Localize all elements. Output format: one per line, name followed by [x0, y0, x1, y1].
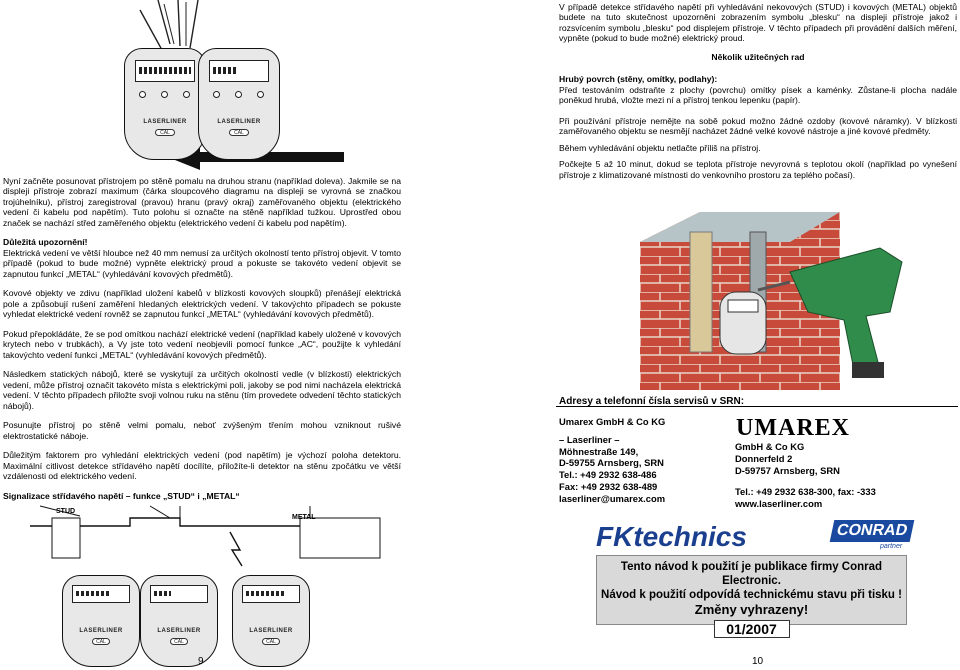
page-number-left: 9	[198, 656, 204, 667]
paragraph-scan: Nyní začněte posunovat přístrojem po stěně pomalu na druhou stranu (například doleva). Jakmile se na displeji přístroje zobrazí maximum (čárka sloupcového diagramu na displeji se vyrovná se značkou trojúhelníku), přístroj zaregistroval (pravou) hranu (pravý okraj) zaměřovaného objektu (elektrického vedení či kabelu pod napětím). Tuto polohu si označte na stěně například tužkou. Uprostřed obou značek se nachází střed zaměřeného objektu (elektrického vedení či kabelu pod napětím).	[3, 176, 401, 228]
paragraph-jewelry: Při používání přístroje nemějte na sobě pokud možno žádné ozdoby (kovové náramky). V blízkosti zaměřovaného objektu se nesmějí nacházet žádné velké kovové nástroje a jiné kovové předměty.	[559, 115, 957, 137]
laserliner-line: Möhnestraße 149,	[559, 445, 639, 457]
device-brand: LASERLINER	[217, 119, 261, 125]
laserliner-line: Fax: +49 2932 638-489	[559, 480, 658, 492]
rough-surface-heading: Hrubý povrch (stěny, omítky, podlahy):	[559, 74, 718, 85]
page-number-right: 10	[752, 656, 764, 667]
umarex-contact	[735, 441, 876, 510]
address-heading-wrap	[559, 396, 744, 409]
paragraph-voltage-warning: V případě detekce střídavého napětí při vyhledávání nekovových (STUD) i kovových (METAL) objektů budete na tuto skutečnost upozorněni zobrazením symbolu „blesku“ na displeji přístroje jakož i rozsvícením symbolu „blesku“ pod displejem přístroje. V těchto případech při provádění dalších měření, vypněte (pokud to bude možné) elektrický proud.	[559, 2, 957, 44]
left-text-column	[3, 176, 401, 510]
umarex-line: Tel.: +49 2932 638-300, fax: -333	[735, 486, 876, 498]
laserliner-line: – Laserliner –	[559, 433, 620, 445]
cal-button: CAL	[170, 638, 188, 645]
stud-label: STUD	[56, 508, 76, 515]
brick-wall-drawing	[640, 202, 910, 390]
notice-line: Tento návod k použití je publikace firmy Conrad Electronic.	[620, 561, 883, 588]
conrad-partner-label: partner	[880, 543, 903, 550]
device-right-top	[198, 48, 280, 160]
paragraph-static: Následkem statických nábojů, které se vyskytují za určitých okolností vedle (v blízkosti) elektrických vedení, může přístroj označit takovéto místa s elektrickými poli, jakoby se pod nimi nacházela elektrická vedení. V těchto případech přiložte svoji volnou ruku na stěnu (tím provedete odvedení těchto statických nábojů).	[3, 369, 401, 411]
device-bottom-right	[232, 575, 310, 667]
umarex-logo: UMAREX	[736, 415, 850, 441]
conrad-logo: CONRAD	[830, 520, 915, 542]
laserliner-contact	[559, 416, 665, 504]
umarex-company-name: Umarex GmbH & Co KG	[559, 416, 666, 427]
metal-label: METAL	[292, 514, 316, 521]
laserliner-line: Tel.: +49 2932 638-486	[559, 469, 657, 480]
notice-line: Změny vyhrazeny!	[694, 602, 809, 618]
device-left-top	[124, 48, 206, 160]
paragraph-rough-surface: Před testováním odstraňte z plochy (povrchu) omítky písek a kaménky. Zůstane-li plocha nadále poněkud hrubá, vložte mezi ní a přístroj tenkou lepenku (papír).	[559, 84, 957, 106]
umarex-line: GmbH & Co KG	[735, 441, 805, 452]
notice-line: Návod k použití odpovídá technickému stavu při tisku !	[601, 589, 902, 602]
device-brand: LASERLINER	[143, 119, 187, 125]
wall-drill-illustration	[640, 202, 910, 390]
paragraph-slow: Posunujte přístroj po stěně velmi pomalu, neboť zvýšeným třením mohou vzniknout rušivé elektrostatické náboje.	[3, 420, 401, 441]
paragraph-metal-objects: Kovové objekty ve zdivu (například uložení kabelů v blízkosti kovových sloupků) přenášejí elektrická pole a způsobují rušení zaměření hledaných elektrických vedení. V takovýchto případech se pokuste vyhledat elektrické vedení rovněž se zapnutou funkcí „METAL“ (vyhledávání kovových předmětů).	[3, 288, 401, 320]
device-brand: LASERLINER	[79, 628, 123, 634]
warning-heading: Důležitá upozornění!	[3, 237, 88, 248]
device-bottom-mid	[140, 575, 218, 667]
paragraph-pressure: Během vyhledávání objektu netlačte příliš na přístroj.	[559, 142, 761, 153]
device-bottom-left	[62, 575, 140, 667]
paragraph-depth: Elektrická vedení ve větší hloubce než 40 mm nemusí za určitých okolností tento přístroj objevit. V tomto případě (pokud to bude možné) vypněte elektrický proud a pokuste se takovéto vedení objevit se zapnutou funkcí „METAL“ (vyhledávání kovových předmětů).	[3, 247, 401, 279]
cal-button: CAL	[229, 129, 248, 136]
laserliner-line: laserliner@umarex.com	[559, 492, 666, 504]
umarex-line: D-59757 Arnsberg, SRN	[735, 464, 840, 476]
signal-heading: Signalizace střídavého napětí – funkce „STUD“ i „METAL“	[3, 490, 240, 501]
umarex-line: www.laserliner.com	[735, 498, 823, 509]
conrad-notice	[596, 555, 907, 637]
cal-button: CAL	[155, 129, 174, 136]
tips-heading: Několik užitečných rad	[711, 51, 805, 62]
right-text-column	[559, 2, 957, 188]
fk-technics-logo: FKtechnics	[596, 521, 747, 552]
cal-button: CAL	[92, 638, 110, 645]
paragraph-covered-cables: Pokud přepokládáte, že se pod omítkou nachází elektrické vedení (například kabely uložené v kovových krytech nebo v trubkách), a Vy jste toto vedení neobjevili pomocí funkce „AC“, použijte k vyhledání takovýchto vedení funkci „METAL“ (vyhledávání kovových předmětů).	[3, 328, 401, 360]
address-heading: Adresy a telefonní čísla servisů v SRN:	[559, 396, 745, 407]
device-brand: LASERLINER	[157, 628, 201, 634]
notice-date: 01/2007	[714, 620, 790, 638]
paragraph-position: Důležitým faktorem pro vyhledání elektrických vedení (pod napětím) je výchozí poloha detektoru. Maximální citlivost detekce střídavého napětí docílíte, přiložíte-li detektor na stěnu zpočátku ve větší vzdálenosti od elektrického vedení.	[3, 450, 401, 482]
device-brand: LASERLINER	[249, 628, 293, 634]
cal-button: CAL	[262, 638, 280, 645]
laserliner-line: D-59755 Arnsberg, SRN	[559, 457, 664, 469]
paragraph-temperature: Počkejte 5 až 10 minut, dokud se teplota přístroje nevyrovná s teplotou okolí (například po vynešení přístroje z klimatizované místnosti do venkovního prostoru za teplého počasí).	[559, 159, 957, 180]
umarex-line: Donnerfeld 2	[735, 452, 793, 464]
